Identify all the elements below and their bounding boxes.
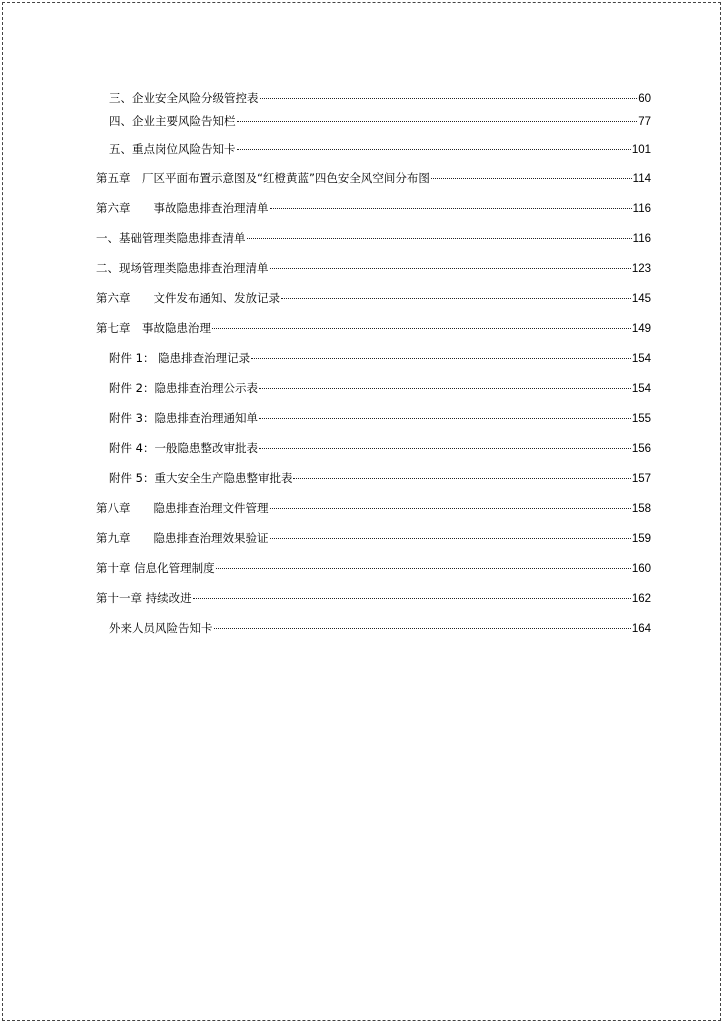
table-of-contents bbox=[96, 91, 651, 637]
toc-entry[interactable] bbox=[96, 501, 651, 517]
toc-entry-page: 157 bbox=[631, 473, 651, 485]
dot-leader bbox=[259, 418, 631, 419]
dot-leader bbox=[260, 98, 638, 99]
dot-leader bbox=[237, 149, 631, 150]
dot-leader bbox=[214, 628, 631, 629]
toc-entry-page: 158 bbox=[631, 503, 651, 515]
toc-entry-page: 155 bbox=[631, 413, 651, 425]
dot-leader bbox=[431, 178, 632, 179]
toc-entry-page: 101 bbox=[631, 144, 651, 156]
toc-entry-title: 第十一章 持续改进 bbox=[96, 591, 192, 605]
dot-leader bbox=[247, 238, 632, 239]
toc-entry[interactable] bbox=[96, 591, 651, 607]
toc-entry-title: 第九章 隐患排查治理效果验证 bbox=[96, 531, 269, 545]
toc-entry-page: 145 bbox=[631, 293, 651, 305]
toc-entry-title: 五、重点岗位风险告知卡 bbox=[109, 142, 236, 156]
toc-entry[interactable] bbox=[96, 91, 651, 107]
dot-leader bbox=[281, 298, 631, 299]
toc-entry-title: 第五章 厂区平面布置示意图及“红橙黄蓝”四色安全风空间分布图 bbox=[96, 171, 430, 185]
dot-leader bbox=[270, 538, 631, 539]
toc-entry-title: 第八章 隐患排查治理文件管理 bbox=[96, 501, 269, 515]
toc-entry-page: 156 bbox=[631, 443, 651, 455]
toc-entry[interactable] bbox=[96, 441, 651, 457]
toc-entry-title: 二、现场管理类隐患排查治理清单 bbox=[96, 261, 269, 275]
toc-entry[interactable] bbox=[96, 291, 651, 307]
dot-leader bbox=[293, 478, 630, 479]
toc-entry-page: 116 bbox=[632, 203, 651, 215]
toc-entry[interactable] bbox=[96, 621, 651, 637]
dot-leader bbox=[193, 598, 631, 599]
toc-entry-title: 四、企业主要风险告知栏 bbox=[109, 114, 236, 128]
dot-leader bbox=[259, 448, 631, 449]
toc-entry-title: 外来人员风险告知卡 bbox=[109, 621, 213, 635]
toc-entry[interactable] bbox=[96, 531, 651, 547]
toc-entry[interactable] bbox=[96, 201, 651, 217]
toc-entry-page: 154 bbox=[631, 383, 651, 395]
toc-entry[interactable] bbox=[96, 471, 651, 487]
toc-entry-title: 附件 3：隐患排查治理通知单 bbox=[109, 411, 258, 425]
toc-entry[interactable] bbox=[96, 381, 651, 397]
toc-entry[interactable] bbox=[96, 411, 651, 427]
dot-leader bbox=[212, 328, 631, 329]
toc-entry-page: 114 bbox=[632, 173, 651, 185]
toc-entry[interactable] bbox=[96, 171, 651, 187]
dot-leader bbox=[251, 358, 631, 359]
toc-entry-page: 162 bbox=[631, 593, 651, 605]
toc-entry-page: 123 bbox=[631, 263, 651, 275]
toc-entry-title: 第六章 事故隐患排查治理清单 bbox=[96, 201, 269, 215]
toc-entry[interactable] bbox=[96, 261, 651, 277]
toc-entry-title: 三、企业安全风险分级管控表 bbox=[109, 91, 259, 105]
toc-entry-title: 附件 1： 隐患排查治理记录 bbox=[109, 351, 251, 365]
toc-entry[interactable] bbox=[96, 321, 651, 337]
toc-entry-page: 160 bbox=[631, 563, 651, 575]
toc-entry-page: 164 bbox=[631, 623, 651, 635]
toc-entry-page: 77 bbox=[638, 116, 651, 128]
toc-entry-page: 154 bbox=[631, 353, 651, 365]
toc-entry[interactable] bbox=[96, 231, 651, 247]
dot-leader bbox=[259, 388, 631, 389]
toc-entry-page: 116 bbox=[632, 233, 651, 245]
toc-entry-title: 第十章 信息化管理制度 bbox=[96, 561, 215, 575]
toc-entry-title: 一、基础管理类隐患排查清单 bbox=[96, 231, 246, 245]
dot-leader bbox=[270, 208, 632, 209]
toc-entry-page: 159 bbox=[631, 533, 651, 545]
dot-leader bbox=[237, 121, 638, 122]
toc-entry-page: 149 bbox=[631, 323, 651, 335]
dot-leader bbox=[216, 568, 631, 569]
toc-entry-title: 附件 5：重大安全生产隐患整审批表 bbox=[109, 471, 293, 485]
toc-entry-title: 附件 2：隐患排查治理公示表 bbox=[109, 381, 258, 395]
toc-entry[interactable] bbox=[96, 561, 651, 577]
dot-leader bbox=[270, 268, 631, 269]
toc-entry[interactable] bbox=[96, 351, 651, 367]
toc-entry[interactable] bbox=[96, 114, 651, 130]
dot-leader bbox=[270, 508, 631, 509]
toc-entry-title: 第六章 文件发布通知、发放记录 bbox=[96, 291, 280, 305]
toc-entry-page: 60 bbox=[638, 93, 651, 105]
toc-entry[interactable] bbox=[96, 142, 651, 158]
toc-entry-title: 第七章 事故隐患治理 bbox=[96, 321, 211, 335]
toc-entry-title: 附件 4：一般隐患整改审批表 bbox=[109, 441, 258, 455]
